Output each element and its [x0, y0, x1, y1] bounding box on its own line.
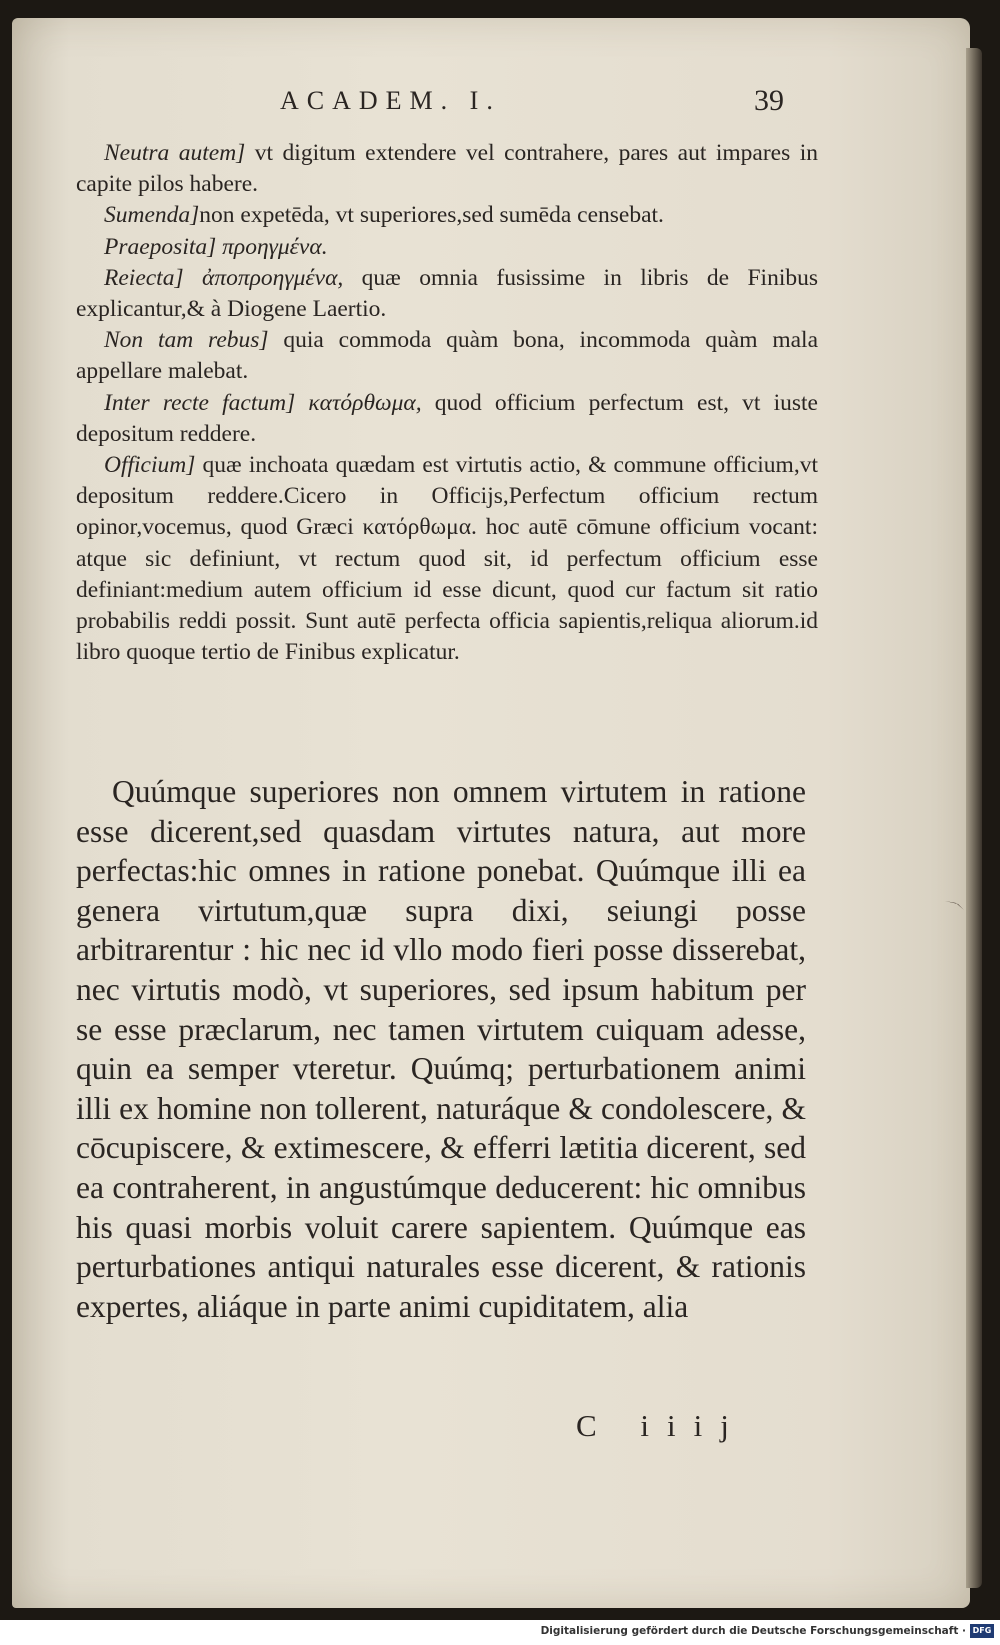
- note-greek: προηγμένα.: [222, 233, 328, 260]
- book-page: [12, 18, 970, 1608]
- note-text: quæ omnia fusissime in libris de Finibus explicantur,& à Diogene Laertio.: [76, 264, 818, 323]
- note-lemma: Non tam rebus]: [104, 327, 269, 354]
- note: [76, 200, 818, 231]
- note-text: vt digitum extendere vel contrahere, pares aut impares in capite pilos habere.: [76, 140, 818, 198]
- signature-mark: C iiij: [576, 1408, 747, 1443]
- running-head: ACADEM. I.: [280, 86, 501, 115]
- note-text: quia commoda quàm bona, incommoda quàm mala appellare malebat.: [76, 327, 818, 385]
- dfg-logo: DFG: [970, 1624, 994, 1638]
- folio-number: 39: [754, 84, 784, 117]
- note-lemma: Inter recte factum]: [104, 389, 296, 416]
- note: [76, 450, 818, 668]
- note: [76, 263, 818, 325]
- funding-credit: Digitalisierung gefördert durch die Deutsche Forschungsgemeinschaft ·: [540, 1625, 966, 1637]
- note-lemma: Sumenda]: [104, 202, 200, 229]
- main-text: [76, 772, 806, 1326]
- margin-mark-icon: [944, 898, 966, 912]
- note-lemma: Praeposita]: [104, 233, 217, 260]
- main-paragraph: Quúmque superiores non omnem virtutem in ratione esse dicerent,sed quasdam virtutes natura, aut more perfectas:hic omnes in ratione ponebat. Quúmque illi ea genera virtutum,quæ supra dixi, seiungi posse arbitrarentur : hic nec id vllo modo fieri posse disserebat, nec virtutis modò, vt superiores, sed ipsum habitum per se esse præclarum, nec tamen virtutem cuiquam adesse, quin ea semper vteretur. Quúmq; perturbationem animi illi ex homine non tollerent, naturáque & condolescere, & cōcupiscere, & extimescere, & efferri lætitia dicerent, sed ea contraherent, in angustúmque deducerent: hic omnibus his quasi morbis voluit carere sapientem. Quúmque eas perturbationes antiqui naturales esse dicerent, & rationis expertes, aliáque in parte animi cupiditatem, alia: [76, 774, 806, 1324]
- note-lemma: Neutra autem]: [104, 140, 246, 166]
- note-text: quod officium perfectum est, vt iuste depositum reddere.: [76, 389, 818, 447]
- note: [76, 388, 818, 450]
- note-lemma: Officium]: [104, 452, 196, 479]
- note: [76, 138, 818, 200]
- note: [76, 232, 818, 263]
- note-text: non expetēda, vt superiores,sed sumēda censebat.: [199, 202, 664, 229]
- commentary-notes: [76, 138, 818, 668]
- page-header: [12, 86, 970, 136]
- note-greek: ἀποπροηγμένα,: [202, 264, 344, 291]
- note-text: quæ inchoata quædam est virtutis actio, & commune officium,vt depositum reddere.Cicero in Officijs,Perfectum officium rectum opinor,vocemus, quod Græci κατόρθωμα. hoc autē cōmune officium vocant: atque sic definiunt, vt rectum quod sit, id perfectum officium esse definiant:medium autem officium id esse dicunt, quod cur factum sit ratio probabilis reddi possit. Sunt autē perfecta officia sapientis,reliqua aliorum.id libro quoque tertio de Finibus explicatur.: [76, 452, 818, 666]
- note-lemma: Reiecta]: [104, 264, 184, 291]
- footer-bar: [0, 1620, 1000, 1645]
- page-edge: [966, 48, 982, 1588]
- note-greek: κατόρθωμα,: [308, 389, 422, 416]
- note: [76, 325, 818, 387]
